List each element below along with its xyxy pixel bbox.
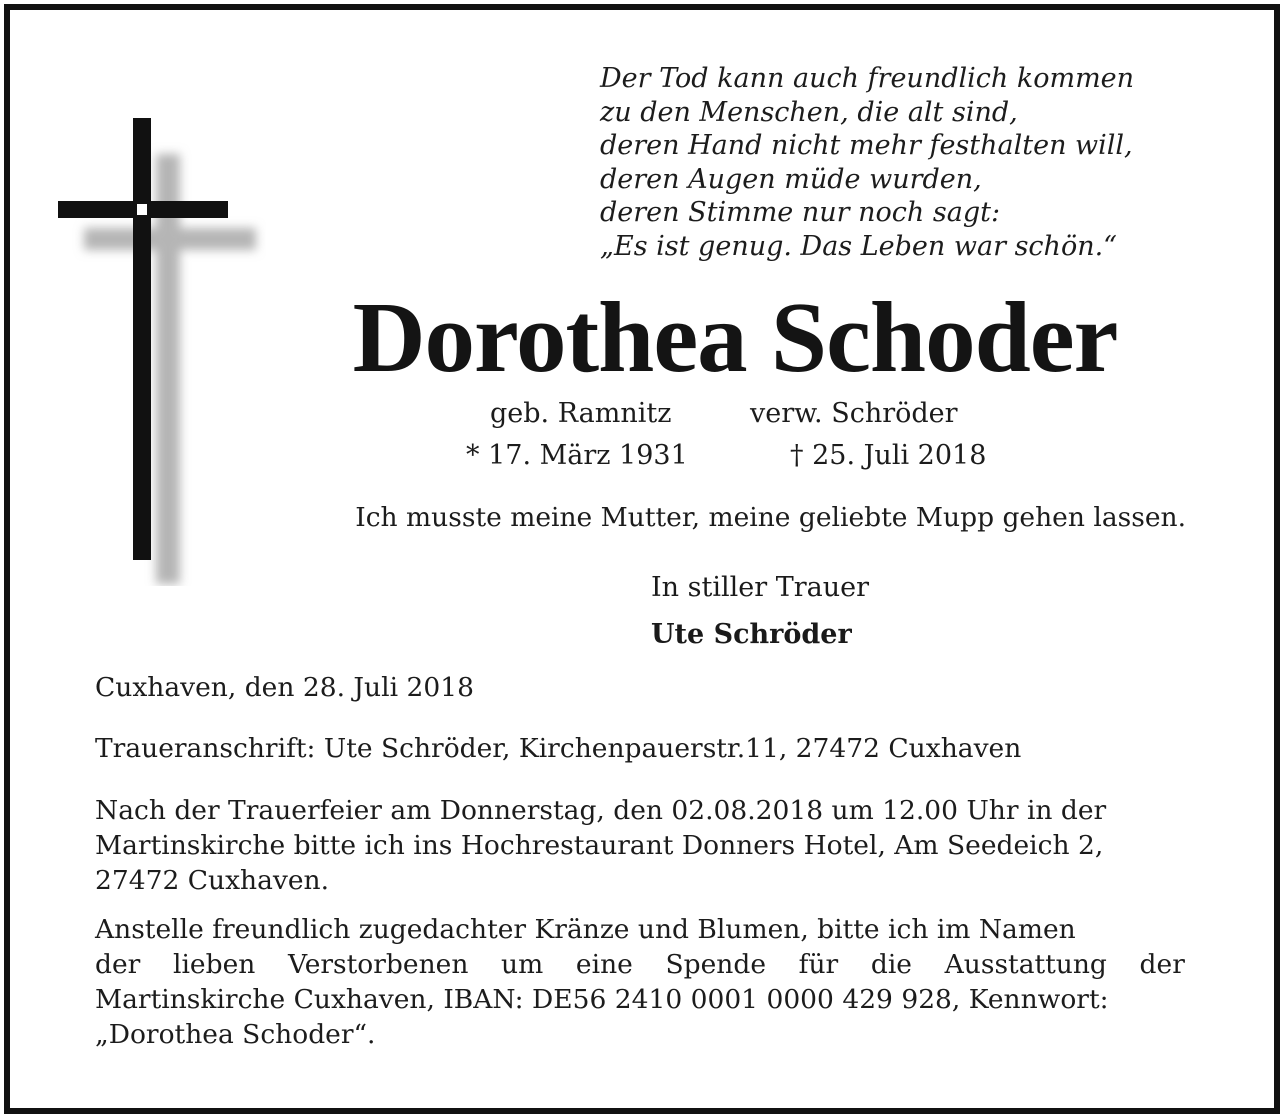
poem-line: Der Tod kann auch freundlich kommen [600,63,1135,94]
poem-line: deren Stimme nur noch sagt: [600,197,1001,228]
mourning-phrase: In stiller Trauer [651,572,870,603]
donation-word: Spende [665,949,766,980]
donation-word: die [870,949,912,980]
donation-word: der [95,949,141,980]
donation-line: Anstelle freundlich zugedachter Kränze und Blumen, bitte ich im Namen [95,914,1076,945]
personal-message: Ich musste meine Mutter, meine geliebte Mupp gehen lassen. [355,502,1186,533]
donation-word: für [798,949,839,980]
ceremony-line: Martinskirche bitte ich ins Hochrestaurant Donners Hotel, Am Seedeich 2, [95,830,1104,861]
deceased-name: Dorothea Schoder [352,281,1118,393]
mourning-address: Traueranschrift: Ute Schröder, Kirchenpauerstr.11, 27472 Cuxhaven [95,733,1022,764]
poem-line: zu den Menschen, die alt sind, [600,96,1018,128]
ceremony-info [95,793,1185,898]
donation-word: eine [575,949,633,980]
death-date: † 25. Juli 2018 [790,440,987,471]
cross-icon [56,116,266,586]
ceremony-line: 27472 Cuxhaven. [95,865,330,896]
donation-word: Ausstattung [944,949,1107,980]
donation-line: Martinskirche Cuxhaven, IBAN: DE56 2410 0001 0000 429 928, Kennwort: [95,984,1109,1015]
donation-line-justified [95,947,1185,982]
donation-word: lieben [172,949,256,980]
place-date: Cuxhaven, den 28. Juli 2018 [95,672,474,703]
donation-line: „Dorothea Schoder“. [95,1019,376,1050]
poem [600,62,1220,263]
poem-line: deren Hand nicht mehr festhalten will, [600,130,1133,161]
birth-name: geb. Ramnitz [490,398,672,429]
birth-date: * 17. März 1931 [466,440,688,471]
donation-info [95,912,1185,1052]
donation-word: um [501,949,544,980]
mourner-name: Ute Schröder [651,619,852,650]
donation-word: der [1139,949,1185,980]
poem-line: „Es ist genug. Das Leben war schön.“ [600,230,1117,262]
donation-word: Verstorbenen [288,949,469,980]
widowed-name: verw. Schröder [750,398,958,429]
ceremony-line: Nach der Trauerfeier am Donnerstag, den 02.08.2018 um 12.00 Uhr in der [95,795,1107,826]
poem-line: deren Augen müde wurden, [600,163,982,195]
